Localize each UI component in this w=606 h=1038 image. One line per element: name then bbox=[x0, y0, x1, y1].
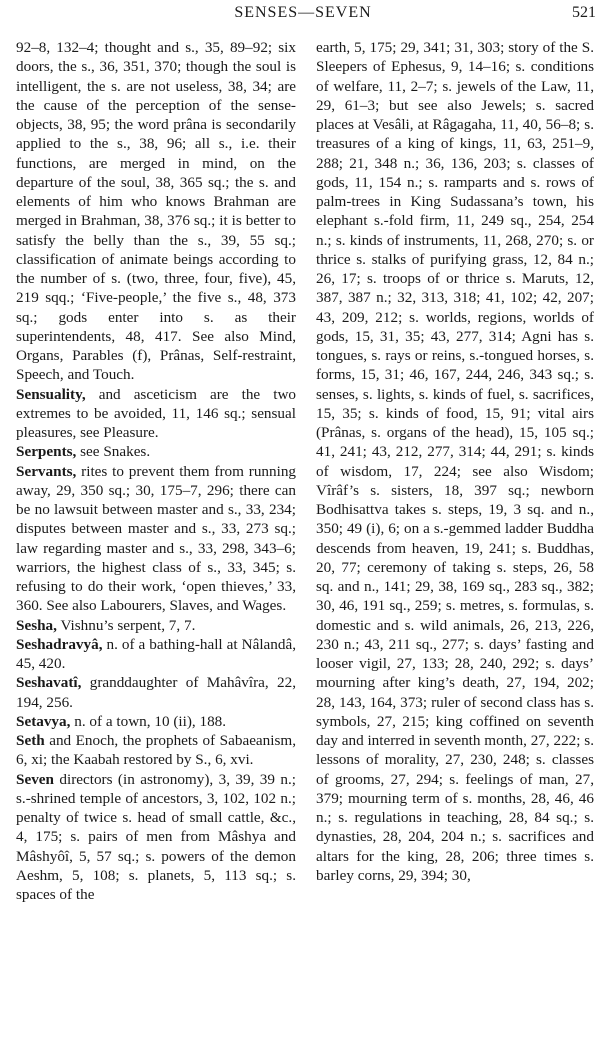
index-entry bbox=[16, 712, 296, 731]
entry-text: directors (in astronomy), 3, 39, 39 n.; s.-shrined temple of ancestors, 3, 102, 102 n.; penalty of twice s. head of small cattle, &c., 4, 175; s. pairs of men from Mâshya and Mâshyôî, 5, 57 sq.; s. powers of the demon Aeshm, 5, 108; s. planets, 5, 113 sq.; s. spaces of the bbox=[16, 770, 297, 903]
entry-headword: Seshavatî, bbox=[16, 674, 82, 692]
index-entry bbox=[16, 731, 296, 770]
entry-text: n. of a bathing-hall at Nâlandâ, 45, 420. bbox=[16, 635, 296, 672]
entry-text: earth, 5, 175; 29, 341; 31, 303; story of the S. Sleepers of Ephesus, 9, 14–16; s. conditions of welfare, 11, 2–7; s. jewels of the Law, 11, 29, 61–3; but see also Jewels; s. sacred places at Vesâli, at Râgagaha, 11, 40, 56–8; s. treasures of a king of kings, 11, 63, 251–9, 288; 21, 348 n.; 36, 136, 203; s. classes of gods, 11, 154 n.; s. ramparts and s. rows of palm-trees in King Sudassana’s town, his elephant s.-fold firm, 11, 249 sq., 254, 254 n.; s. kinds of instruments, 11, 268, 270; s. or thrice s. stalks of purifying grass, 12, 84 n.; 26, 17; s. troops of or thrice s. Maruts, 12, 387, 387 n.; 32, 313, 318; 41, 102; 42, 207; 43, 209, 212; s. worlds, regions, worlds of gods, 15, 31, 35; 43, 277, 314; Agni has s. tongues, s. rays or reins, s.-tongued horses, s. forms, 15, 31; 46, 167, 244, 246, 343 sq.; s. senses, s. lights, s. kinds of fuel, s. sacrifices, 15, 35; s. kinds of food, 15, 91; vital airs (Prânas, s. organs of the head), 15, 105 sq.; 41, 241; 43, 212, 277, 314; 44, 291; s. kinds of wisdom, 17, 224; see also Wisdom; Vîrâf’s s. sisters, 18, 397 sq.; newborn Bodhisattva takes s. steps, 19, 3 sq. and n., 350; 49 (i), 6; on a s.-gemmed ladder Buddha descends from heaven, 19, 241; s. Buddhas, 20, 77; ceremony of taking s. steps, 26, 58 sq. and n., 141; 29, 38, 169 sq., 283 sq., 382; 30, 46, 191 sq., 259; s. metres, s. formulas, s. domestic and s. wild animals, 26, 213, 226, 230 n.; 43, 211 sq., 277; s. days’ fasting and looser vigil, 27, 133; 28, 240, 292; s. days’ mourning after king’s death, 27, 194, 202; 28, 143, 164, 373; ruler of second class has s. symbols, 27, 215; king coffined on seventh day and interred in seventh month, 27, 222; s. lessons of morality, 27, 230, 248; s. classes of grooms, 27, 294; s. feelings of man, 27, 379; mourning term of s. months, 28, 46, 46 n.; s. regulations in teaching, 28, 84 sq.; s. dynasties, 28, 204, 204 n.; s. sacrifices and altars for the king, 28, 206; three times s. barley corns, 29, 394; 30, bbox=[316, 39, 594, 884]
left-column bbox=[16, 38, 296, 904]
index-entry bbox=[16, 442, 296, 461]
index-entry bbox=[16, 770, 296, 905]
index-entry-continued bbox=[316, 38, 594, 885]
entry-headword: Serpents, bbox=[16, 443, 77, 461]
entry-headword: Setavya, bbox=[16, 712, 71, 730]
entry-headword: Sesha, bbox=[16, 616, 57, 634]
entry-headword: Servants, bbox=[16, 462, 77, 480]
entry-headword: Seth bbox=[16, 732, 45, 749]
index-entry bbox=[16, 616, 296, 635]
index-entry bbox=[16, 673, 296, 712]
entry-headword: Seven bbox=[16, 770, 54, 788]
entry-text: n. of a town, 10 (ii), 188. bbox=[74, 712, 227, 730]
right-column bbox=[316, 38, 594, 885]
entry-text: granddaughter of Mahâvîra, 22, 194, 256. bbox=[16, 674, 296, 711]
entry-text: and Enoch, the prophets of Sabaeanism, 6, xi; the Kaabah restored by S., 6, xvi. bbox=[16, 732, 297, 769]
entry-text: rites to prevent them from running away, 29, 350 sq.; 30, 175–7, 296; there can be no lawsuit between master and s., 33, 234; disputes between master and s., 33, 273 sq.; law regarding master and s., 33, 298, 343–6; warriors, the highest class of s., 33, 345; s. refusing to do their work, ‘open thieves,’ 33, 360. See also Labourers, Slaves, and Wages. bbox=[16, 462, 297, 615]
entry-headword: Seshadravyâ, bbox=[16, 635, 103, 653]
entry-text: Vishnu’s serpent, 7, 7. bbox=[60, 616, 196, 634]
running-title: SENSES—SEVEN bbox=[234, 4, 372, 21]
index-entry bbox=[16, 38, 296, 385]
index-entry bbox=[16, 462, 296, 616]
entry-text: see Snakes. bbox=[80, 443, 151, 461]
index-entry bbox=[16, 635, 296, 674]
entry-headword: Sensuality, bbox=[16, 385, 86, 403]
index-entry bbox=[16, 385, 296, 443]
running-header bbox=[0, 2, 606, 26]
entry-text: and asceticism are the two extremes to be avoided, 11, 146 sq.; sensual pleasures, see Pleasure. bbox=[16, 385, 297, 441]
entry-text: 92–8, 132–4; thought and s., 35, 89–92; six doors, the s., 36, 351, 370; though the soul is intelligent, the s. are not useless, 38, 34; are the cause of the perception of the sense-objects, 38, 95; the word prâna is secondarily applied to the s., 38, 96; all s., i.e. their functions, are merged in mind, on the departure of the soul, 38, 365 sq.; the s. and elements of him who knows Brahman are merged in Brahman, 38, 376 sq.; it is better to satisfy the belly than the s., 39, 55 sq.; classification of animate beings according to the number of s. (two, three, four, five), 45, 219 sqq.; ‘Five-people,’ the five s., 48, 373 sq.; gods enter into s. as their superintendents, 48, 417. See also Mind, Organs, Parables (f), Prânas, Self-restraint, Speech, and Touch. bbox=[16, 39, 296, 384]
page-number: 521 bbox=[572, 4, 596, 21]
